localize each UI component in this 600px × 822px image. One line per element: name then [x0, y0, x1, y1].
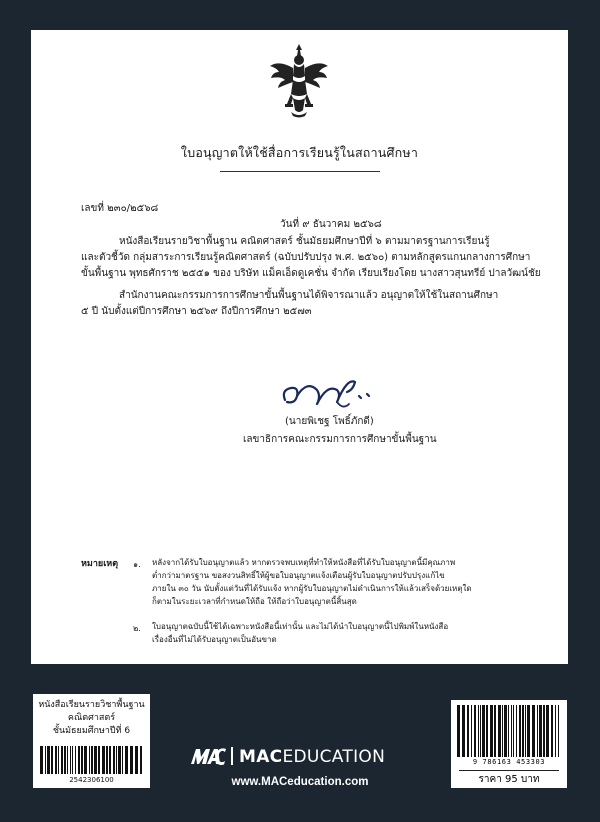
signer-title: เลขาธิการคณะกรรมการการศึกษาขั้นพื้นฐาน [243, 434, 437, 445]
note-line: ก็ตามในระยะเวลาที่กำหนดให้ถือ ให้ถือว่าใบอนุญาตนี้สิ้นสุด [152, 597, 357, 606]
book-title-line: หนังสือเรียนรายวิชาพื้นฐาน [38, 700, 145, 710]
note-line: เรื่องอื่นที่ไม่ได้รับอนุญาตเป็นอันขาด [152, 635, 277, 644]
isbn-label [451, 700, 567, 788]
signer-name: (นายพิเชฐ โพธิ์ภักดี) [285, 416, 374, 427]
note-line: ภายใน ๓๐ วัน นับตั้งแต่วันที่ได้รับแจ้ง หากผู้รับใบอนุญาตไม่ดำเนินการให้แล้วเสร็จด้วยเหตุใด [152, 584, 472, 593]
note-item [152, 620, 552, 646]
paragraph-line: ๕ ปี นับตั้งแต่ปีการศึกษา ๒๕๖๙ ถึงปีการศึกษา ๒๕๗๓ [81, 306, 312, 317]
paragraph-approval-period [81, 288, 541, 320]
license-title: ใบอนุญาตให้ใช้สื่อการเรียนรู้ในสถานศึกษา [180, 145, 419, 160]
note-line: หลังจากได้รับใบอนุญาตแล้ว หากตรวจพบเหตุที่ทำให้หนังสือที่ได้รับใบอนุญาตนี้มีคุณภาพ [152, 558, 456, 567]
title-divider [220, 171, 380, 172]
garuda-emblem-icon [267, 42, 331, 118]
paragraph-line: หนังสือเรียนรายวิชาพื้นฐาน คณิตศาสตร์ ชั้นมัธยมศึกษาปีที่ ๖ ตามมาตรฐานการเรียนรู้ [119, 236, 490, 247]
book-code-number: 2542306100 [69, 776, 114, 784]
note-line: ใบอนุญาตฉบับนี้ใช้ได้เฉพาะหนังสือนี้เท่านั้น และไม่ได้นำใบอนุญาตนี้ไปพิมพ์ในหนังสือ [152, 622, 449, 631]
publisher-name-suffix: EDUCATION [282, 747, 386, 767]
note-item [152, 556, 552, 608]
isbn-barcode-icon [456, 705, 562, 757]
handwritten-signature-icon [277, 360, 377, 418]
publisher-name [239, 747, 385, 767]
paragraph-approval-subject [81, 234, 541, 282]
mac-logo-mark-icon [190, 746, 226, 766]
publisher-name-prefix: MAC [239, 747, 283, 767]
book-title-line: คณิตศาสตร์ [67, 713, 116, 723]
price-label: ราคา 95 บาท [459, 770, 559, 787]
paragraph-line: สำนักงานคณะกรรมการการศึกษาขั้นพื้นฐานได้พิจารณาแล้ว อนุญาตให้ใช้ในสถานศึกษา [119, 290, 499, 301]
paragraph-line: และตัวชี้วัด กลุ่มสาระการเรียนรู้คณิตศาสตร์ (ฉบับปรับปรุง พ.ศ. ๒๕๖๐) ตามหลักสูตรแกนกลางการศึกษา [81, 252, 531, 263]
license-document [31, 30, 568, 664]
note-number: ๒. [133, 624, 141, 633]
document-date: วันที่ ๙ ธันวาคม ๒๕๖๘ [280, 219, 382, 230]
publisher-website: www.MACeducation.com [231, 776, 369, 788]
publisher-logo [190, 746, 410, 768]
logo-divider [231, 747, 233, 765]
note-number: ๑. [133, 560, 141, 569]
book-title-line: ชั้นมัธยมศึกษาปีที่ 6 [52, 726, 131, 736]
notes-label: หมายเหตุ [81, 559, 119, 569]
book-title-label [33, 694, 150, 788]
document-number: เลขที่ ๒๓๐/๒๕๖๘ [81, 203, 159, 214]
note-line: ต่ำกว่ามาตรฐาน ขอสงวนสิทธิ์ให้ผู้ขอใบอนุญาตแจ้งเตือนผู้รับใบอนุญาตปรับปรุงแก้ไข [152, 571, 445, 580]
book-code-barcode-icon [39, 746, 144, 774]
isbn-number: 9 786163 453303 [472, 758, 546, 766]
paragraph-line: ขั้นพื้นฐาน พุทธศักราช ๒๕๕๑ ของ บริษัท แม็คเอ็ดดูเคชั่น จำกัด เรียบเรียงโดย นางสาวสุนทรีย์ ปาลวัฒน์ชัย [81, 268, 541, 279]
